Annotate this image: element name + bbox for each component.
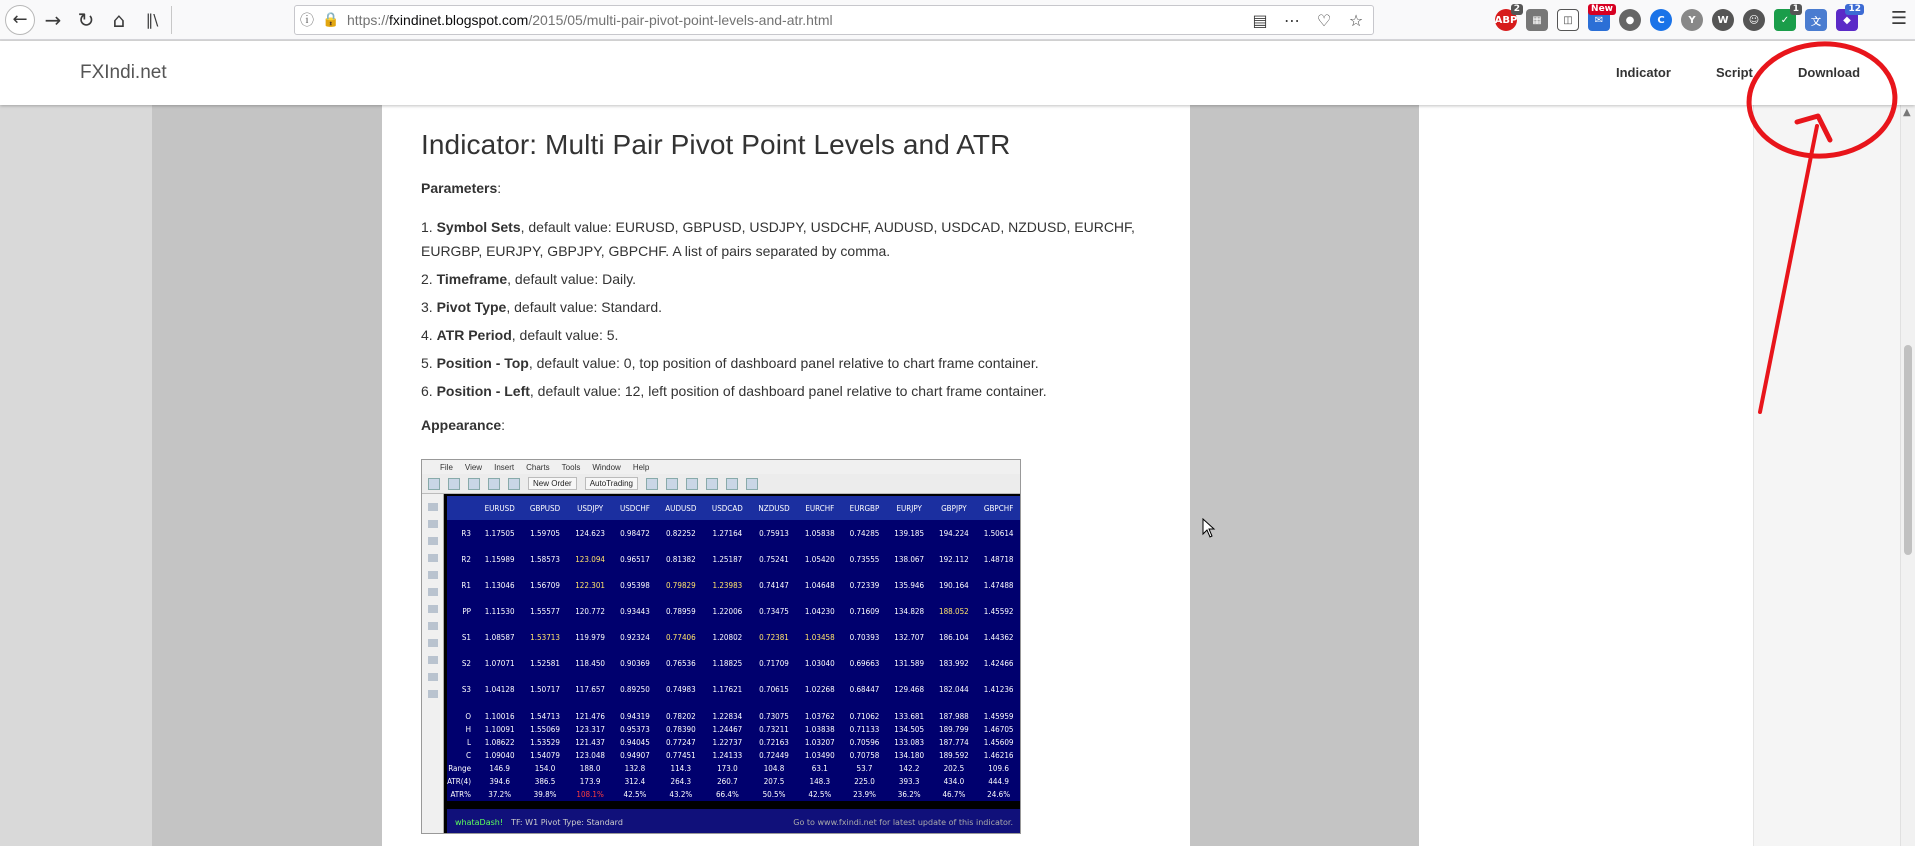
level-value: 182.044 bbox=[932, 676, 977, 702]
pivot-column-header: NZDUSD bbox=[751, 496, 798, 520]
stat-value: 0.77247 bbox=[657, 736, 704, 749]
stat-name: ATR% bbox=[447, 788, 477, 801]
level-value: 1.08587 bbox=[477, 624, 522, 650]
terminal-menubar: File View Insert Charts Tools Window Help bbox=[422, 460, 1020, 474]
stat-value: 1.24133 bbox=[704, 749, 750, 762]
shield-extension-icon[interactable]: ✓ 1 bbox=[1774, 9, 1796, 31]
stat-value: 43.2% bbox=[657, 788, 704, 801]
tool-icon bbox=[646, 478, 658, 490]
site-brand[interactable]: FXIndi.net bbox=[80, 62, 167, 83]
tool-icon bbox=[508, 478, 520, 490]
level-value: 123.094 bbox=[568, 546, 613, 572]
level-value: 0.95398 bbox=[612, 572, 657, 598]
level-value: 1.52581 bbox=[522, 650, 567, 676]
pivot-dashboard bbox=[447, 496, 1021, 834]
reload-icon[interactable]: ↻ bbox=[77, 7, 95, 32]
level-name: S3 bbox=[447, 676, 477, 702]
stat-value: 207.5 bbox=[751, 775, 798, 788]
level-value: 129.468 bbox=[887, 676, 932, 702]
parameter-item: 6. Position - Left, default value: 12, left position of dashboard panel relative to chart frame container. bbox=[421, 383, 1047, 399]
level-value: 0.72381 bbox=[751, 624, 798, 650]
sidebar-icon[interactable]: ◫ bbox=[1557, 9, 1579, 31]
stat-value: 0.78390 bbox=[657, 723, 704, 736]
stat-value: 0.77451 bbox=[657, 749, 704, 762]
back-icon[interactable]: ← bbox=[5, 5, 35, 35]
level-value: 122.301 bbox=[568, 572, 613, 598]
terminal-toolbar bbox=[422, 474, 1020, 494]
wordpress-icon[interactable]: W bbox=[1712, 9, 1734, 31]
stat-value: 42.5% bbox=[612, 788, 657, 801]
stat-value: 393.3 bbox=[887, 775, 932, 788]
stat-value: 1.03490 bbox=[797, 749, 842, 762]
stat-value: 0.94045 bbox=[612, 736, 657, 749]
level-value: 0.78959 bbox=[657, 598, 704, 624]
stat-value: 173.9 bbox=[568, 775, 613, 788]
pivot-stat-row bbox=[447, 749, 1021, 762]
stat-value: 1.09040 bbox=[477, 749, 522, 762]
level-value: 1.53713 bbox=[522, 624, 567, 650]
stat-value: 225.0 bbox=[842, 775, 887, 788]
level-value: 1.03040 bbox=[797, 650, 842, 676]
stat-value: 1.22737 bbox=[704, 736, 750, 749]
extension-grid-icon[interactable]: ▦ bbox=[1526, 9, 1548, 31]
right-sidebar-strip bbox=[1753, 105, 1900, 846]
level-value: 0.75241 bbox=[751, 546, 798, 572]
level-value: 0.77406 bbox=[657, 624, 704, 650]
stat-value: 46.7% bbox=[932, 788, 977, 801]
pivot-column-header: USDCAD bbox=[704, 496, 750, 520]
lock-icon[interactable]: 🔒 bbox=[322, 12, 340, 28]
stat-value: 142.2 bbox=[887, 762, 932, 775]
tool-icon bbox=[706, 478, 718, 490]
stat-value: 394.6 bbox=[477, 775, 522, 788]
scroll-thumb[interactable] bbox=[1904, 345, 1912, 555]
mouse-cursor-icon bbox=[1202, 518, 1216, 538]
stat-value: 1.22834 bbox=[704, 710, 750, 723]
stat-value: 0.94319 bbox=[612, 710, 657, 723]
level-name: R3 bbox=[447, 520, 477, 546]
tool-icon bbox=[746, 478, 758, 490]
level-value: 0.89250 bbox=[612, 676, 657, 702]
stat-value: 0.78202 bbox=[657, 710, 704, 723]
pivot-header-row bbox=[447, 496, 1021, 520]
parameter-item: 4. ATR Period, default value: 5. bbox=[421, 327, 619, 343]
pivot-level-row bbox=[447, 676, 1021, 702]
level-value: 1.47488 bbox=[976, 572, 1021, 598]
level-value: 1.03458 bbox=[797, 624, 842, 650]
stat-value: 123.317 bbox=[568, 723, 613, 736]
level-value: 0.72339 bbox=[842, 572, 887, 598]
stat-value: 260.7 bbox=[704, 775, 750, 788]
level-value: 120.772 bbox=[568, 598, 613, 624]
scroll-up-icon[interactable]: ▲ bbox=[1903, 107, 1911, 118]
tool-icon bbox=[666, 478, 678, 490]
stat-value: 1.53529 bbox=[522, 736, 567, 749]
library-icon[interactable]: ‖\ bbox=[145, 10, 159, 29]
pivot-stat-row bbox=[447, 723, 1021, 736]
tool-icon bbox=[686, 478, 698, 490]
level-value: 1.04230 bbox=[797, 598, 842, 624]
level-value: 1.55577 bbox=[522, 598, 567, 624]
pivot-column-header: AUDUSD bbox=[657, 496, 704, 520]
level-value: 183.992 bbox=[932, 650, 977, 676]
stat-value: 0.94907 bbox=[612, 749, 657, 762]
level-value: 138.067 bbox=[887, 546, 932, 572]
new-order-button: New Order bbox=[528, 477, 577, 490]
forward-icon[interactable]: → bbox=[44, 7, 62, 32]
pivot-level-row bbox=[447, 572, 1021, 598]
level-value: 117.657 bbox=[568, 676, 613, 702]
stat-value: 1.55069 bbox=[522, 723, 567, 736]
level-value: 0.70615 bbox=[751, 676, 798, 702]
level-value: 1.41236 bbox=[976, 676, 1021, 702]
stat-value: 1.45609 bbox=[976, 736, 1021, 749]
pivot-level-row bbox=[447, 624, 1021, 650]
stat-value: 0.95373 bbox=[612, 723, 657, 736]
page-actions-icon[interactable]: ⋯ bbox=[1284, 10, 1300, 30]
url-text[interactable]: https://fxindinet.blogspot.com/2015/05/multi-pair-pivot-point-levels-and-atr.html bbox=[347, 12, 833, 28]
level-value: 1.17505 bbox=[477, 520, 522, 546]
level-value: 131.589 bbox=[887, 650, 932, 676]
toolbar-separator bbox=[171, 6, 172, 34]
pivot-column-header: USDCHF bbox=[612, 496, 657, 520]
level-value: 194.224 bbox=[932, 520, 977, 546]
level-value: 119.979 bbox=[568, 624, 613, 650]
stat-value: 188.0 bbox=[568, 762, 613, 775]
appearance-heading: Appearance: bbox=[421, 417, 506, 433]
stat-name: O bbox=[447, 710, 477, 723]
post-title: Indicator: Multi Pair Pivot Point Levels and ATR bbox=[421, 129, 1011, 160]
level-value: 0.74983 bbox=[657, 676, 704, 702]
parameters-heading: Parameters: bbox=[421, 180, 502, 196]
pivot-stat-row bbox=[447, 736, 1021, 749]
site-header bbox=[0, 41, 1915, 105]
tool-icon bbox=[468, 478, 480, 490]
pivot-column-header: EURGBP bbox=[842, 496, 887, 520]
level-value: 1.48718 bbox=[976, 546, 1021, 572]
level-name: S1 bbox=[447, 624, 477, 650]
level-value: 192.112 bbox=[932, 546, 977, 572]
level-value: 1.58573 bbox=[522, 546, 567, 572]
stat-value: 444.9 bbox=[976, 775, 1021, 788]
level-value: 1.07071 bbox=[477, 650, 522, 676]
level-value: 1.27164 bbox=[704, 520, 750, 546]
hamburger-menu-icon[interactable]: ☰ bbox=[1890, 8, 1907, 29]
stat-value: 146.9 bbox=[477, 762, 522, 775]
page-scrollbar[interactable] bbox=[1900, 105, 1915, 846]
stat-value: 36.2% bbox=[887, 788, 932, 801]
stat-value: 121.476 bbox=[568, 710, 613, 723]
level-value: 0.75913 bbox=[751, 520, 798, 546]
stat-value: 434.0 bbox=[932, 775, 977, 788]
autotrading-button: AutoTrading bbox=[585, 477, 638, 490]
level-value: 1.04648 bbox=[797, 572, 842, 598]
stat-value: 0.71133 bbox=[842, 723, 887, 736]
stat-value: 23.9% bbox=[842, 788, 887, 801]
stat-value: 264.3 bbox=[657, 775, 704, 788]
parameter-item: 5. Position - Top, default value: 0, top position of dashboard panel relative to chart frame container. bbox=[421, 355, 1039, 371]
parameter-item: 2. Timeframe, default value: Daily. bbox=[421, 271, 637, 287]
level-value: 135.946 bbox=[887, 572, 932, 598]
pivot-stat-row bbox=[447, 788, 1021, 801]
stat-value: 0.70596 bbox=[842, 736, 887, 749]
url-actions bbox=[1247, 6, 1369, 34]
level-value: 1.50717 bbox=[522, 676, 567, 702]
adblock-icon[interactable]: ABP 2 bbox=[1495, 9, 1517, 31]
level-name: R2 bbox=[447, 546, 477, 572]
stat-value: 39.8% bbox=[522, 788, 567, 801]
level-value: 139.185 bbox=[887, 520, 932, 546]
stat-value: 108.1% bbox=[568, 788, 613, 801]
pivot-level-row bbox=[447, 650, 1021, 676]
level-value: 0.69663 bbox=[842, 650, 887, 676]
level-value: 0.74147 bbox=[751, 572, 798, 598]
stat-value: 1.54713 bbox=[522, 710, 567, 723]
parameter-item: 3. Pivot Type, default value: Standard. bbox=[421, 299, 663, 315]
parameter-item: 1. Symbol Sets, default value: EURUSD, GBPUSD, USDJPY, USDCHF, AUDUSD, USDCAD, NZDUSD, EURCHF, EURGBP, EURJPY, GBPJPY, GBPCHF. A list of pairs separated by comma. bbox=[421, 219, 1135, 259]
level-value: 132.707 bbox=[887, 624, 932, 650]
purple-extension-icon[interactable]: ◆ 12 bbox=[1836, 9, 1858, 31]
stat-value: 1.03762 bbox=[797, 710, 842, 723]
pivot-column-header: EURJPY bbox=[887, 496, 932, 520]
pivot-level-row bbox=[447, 520, 1021, 546]
stat-value: 1.45959 bbox=[976, 710, 1021, 723]
pivot-table bbox=[447, 496, 1021, 801]
level-value: 0.96517 bbox=[612, 546, 657, 572]
stat-value: 189.592 bbox=[932, 749, 977, 762]
appearance-screenshot[interactable] bbox=[421, 459, 1021, 834]
level-value: 1.59705 bbox=[522, 520, 567, 546]
pivot-column-header: USDJPY bbox=[568, 496, 613, 520]
stat-value: 134.180 bbox=[887, 749, 932, 762]
stat-value: 173.0 bbox=[704, 762, 750, 775]
level-value: 188.052 bbox=[932, 598, 977, 624]
stat-value: 1.46705 bbox=[976, 723, 1021, 736]
level-value: 1.13046 bbox=[477, 572, 522, 598]
level-name: R1 bbox=[447, 572, 477, 598]
terminal-drawing-tools bbox=[422, 494, 444, 834]
stat-value: 187.988 bbox=[932, 710, 977, 723]
right-panel bbox=[1419, 105, 1753, 846]
pivot-stat-row bbox=[447, 762, 1021, 775]
level-value: 1.02268 bbox=[797, 676, 842, 702]
level-value: 0.90369 bbox=[612, 650, 657, 676]
bookmark-star-icon[interactable]: ☆ bbox=[1348, 10, 1364, 30]
pivot-column-header: GBPJPY bbox=[932, 496, 977, 520]
stat-name: H bbox=[447, 723, 477, 736]
stat-value: 66.4% bbox=[704, 788, 750, 801]
level-value: 0.74285 bbox=[842, 520, 887, 546]
level-value: 1.05420 bbox=[797, 546, 842, 572]
tool-icon bbox=[726, 478, 738, 490]
level-name: S2 bbox=[447, 650, 477, 676]
swirl-extension-icon[interactable]: C bbox=[1650, 9, 1672, 31]
stat-value: 1.08622 bbox=[477, 736, 522, 749]
stat-value: 109.6 bbox=[976, 762, 1021, 775]
level-value: 0.71609 bbox=[842, 598, 887, 624]
stat-name: Range bbox=[447, 762, 477, 775]
stat-value: 132.8 bbox=[612, 762, 657, 775]
pocket-icon[interactable]: ♡ bbox=[1316, 10, 1332, 30]
pivot-stat-row bbox=[447, 775, 1021, 788]
translate-icon[interactable]: 文 bbox=[1805, 9, 1827, 31]
level-value: 0.92324 bbox=[612, 624, 657, 650]
level-value: 1.20802 bbox=[704, 624, 750, 650]
stat-value: 189.799 bbox=[932, 723, 977, 736]
level-value: 1.18825 bbox=[704, 650, 750, 676]
tool-icon bbox=[488, 478, 500, 490]
people-extension-icon[interactable]: ● bbox=[1619, 9, 1641, 31]
level-value: 186.104 bbox=[932, 624, 977, 650]
nav-indicator[interactable]: Indicator bbox=[1616, 65, 1671, 80]
stat-value: 1.54079 bbox=[522, 749, 567, 762]
level-value: 1.42466 bbox=[976, 650, 1021, 676]
level-value: 0.73555 bbox=[842, 546, 887, 572]
stat-value: 0.73075 bbox=[751, 710, 798, 723]
stat-value: 386.5 bbox=[522, 775, 567, 788]
level-name: PP bbox=[447, 598, 477, 624]
mail-extension-icon[interactable]: ✉ New bbox=[1588, 9, 1610, 31]
pivot-column-header: EURUSD bbox=[477, 496, 522, 520]
level-value: 0.73475 bbox=[751, 598, 798, 624]
account-icon[interactable]: ☺ bbox=[1743, 9, 1765, 31]
level-value: 134.828 bbox=[887, 598, 932, 624]
pivot-stat-row bbox=[447, 710, 1021, 723]
nav-download[interactable]: Download bbox=[1798, 65, 1861, 80]
pivot-level-row bbox=[447, 546, 1021, 572]
stat-value: 0.73211 bbox=[751, 723, 798, 736]
level-value: 0.82252 bbox=[657, 520, 704, 546]
stat-value: 121.437 bbox=[568, 736, 613, 749]
level-value: 0.81382 bbox=[657, 546, 704, 572]
stat-value: 37.2% bbox=[477, 788, 522, 801]
level-value: 1.17621 bbox=[704, 676, 750, 702]
pivot-column-header: GBPUSD bbox=[522, 496, 567, 520]
stat-value: 24.6% bbox=[976, 788, 1021, 801]
pivot-level-row bbox=[447, 598, 1021, 624]
level-value: 1.11530 bbox=[477, 598, 522, 624]
stat-value: 53.7 bbox=[842, 762, 887, 775]
pivot-column-header: GBPCHF bbox=[976, 496, 1021, 520]
level-value: 1.05838 bbox=[797, 520, 842, 546]
url-bar[interactable] bbox=[294, 5, 1374, 35]
level-value: 1.50614 bbox=[976, 520, 1021, 546]
post-content bbox=[382, 105, 1190, 846]
stat-name: ATR(4) bbox=[447, 775, 477, 788]
level-value: 1.22006 bbox=[704, 598, 750, 624]
stat-value: 1.10091 bbox=[477, 723, 522, 736]
stat-value: 1.10016 bbox=[477, 710, 522, 723]
stat-value: 1.03207 bbox=[797, 736, 842, 749]
home-icon[interactable]: ⌂ bbox=[112, 7, 126, 32]
stat-value: 1.03838 bbox=[797, 723, 842, 736]
level-value: 190.164 bbox=[932, 572, 977, 598]
level-value: 0.98472 bbox=[612, 520, 657, 546]
stat-value: 148.3 bbox=[797, 775, 842, 788]
stat-value: 1.24467 bbox=[704, 723, 750, 736]
tool-icon bbox=[428, 478, 440, 490]
level-value: 0.79829 bbox=[657, 572, 704, 598]
stat-value: 1.46216 bbox=[976, 749, 1021, 762]
stat-value: 134.505 bbox=[887, 723, 932, 736]
stat-value: 202.5 bbox=[932, 762, 977, 775]
stat-value: 312.4 bbox=[612, 775, 657, 788]
level-value: 1.04128 bbox=[477, 676, 522, 702]
dashboard-footer: whataDash! TF: W1 Pivot Type: Standard Go to www.fxindi.net for latest update of this indicator. bbox=[447, 809, 1021, 834]
pivot-spacer-row bbox=[447, 702, 1021, 710]
level-value: 1.56709 bbox=[522, 572, 567, 598]
reader-view-icon[interactable]: ▤ bbox=[1252, 10, 1268, 30]
level-value: 0.93443 bbox=[612, 598, 657, 624]
stat-value: 154.0 bbox=[522, 762, 567, 775]
tool-icon bbox=[448, 478, 460, 490]
stat-value: 0.71062 bbox=[842, 710, 887, 723]
level-value: 124.623 bbox=[568, 520, 613, 546]
level-value: 0.70393 bbox=[842, 624, 887, 650]
pivot-column-header: EURCHF bbox=[797, 496, 842, 520]
stat-name: C bbox=[447, 749, 477, 762]
stat-value: 104.8 bbox=[751, 762, 798, 775]
stat-value: 123.048 bbox=[568, 749, 613, 762]
info-icon[interactable]: ⓘ bbox=[300, 13, 314, 29]
stat-value: 63.1 bbox=[797, 762, 842, 775]
stat-value: 133.083 bbox=[887, 736, 932, 749]
level-value: 1.25187 bbox=[704, 546, 750, 572]
parameter-list bbox=[421, 215, 1150, 403]
stat-value: 187.774 bbox=[932, 736, 977, 749]
level-value: 1.15989 bbox=[477, 546, 522, 572]
stat-value: 50.5% bbox=[751, 788, 798, 801]
stat-value: 0.72163 bbox=[751, 736, 798, 749]
level-value: 0.76536 bbox=[657, 650, 704, 676]
level-value: 1.45592 bbox=[976, 598, 1021, 624]
stat-value: 0.70758 bbox=[842, 749, 887, 762]
stat-value: 42.5% bbox=[797, 788, 842, 801]
level-value: 0.71709 bbox=[751, 650, 798, 676]
stat-value: 133.681 bbox=[887, 710, 932, 723]
level-value: 118.450 bbox=[568, 650, 613, 676]
level-value: 1.23983 bbox=[704, 572, 750, 598]
browser-toolbar bbox=[0, 0, 1915, 40]
y-extension-icon[interactable]: Y bbox=[1681, 9, 1703, 31]
stat-value: 114.3 bbox=[657, 762, 704, 775]
stat-value: 0.72449 bbox=[751, 749, 798, 762]
nav-script[interactable]: Script bbox=[1716, 65, 1753, 80]
extensions-area bbox=[1494, 4, 1861, 34]
level-value: 0.68447 bbox=[842, 676, 887, 702]
level-value: 1.44362 bbox=[976, 624, 1021, 650]
stat-name: L bbox=[447, 736, 477, 749]
